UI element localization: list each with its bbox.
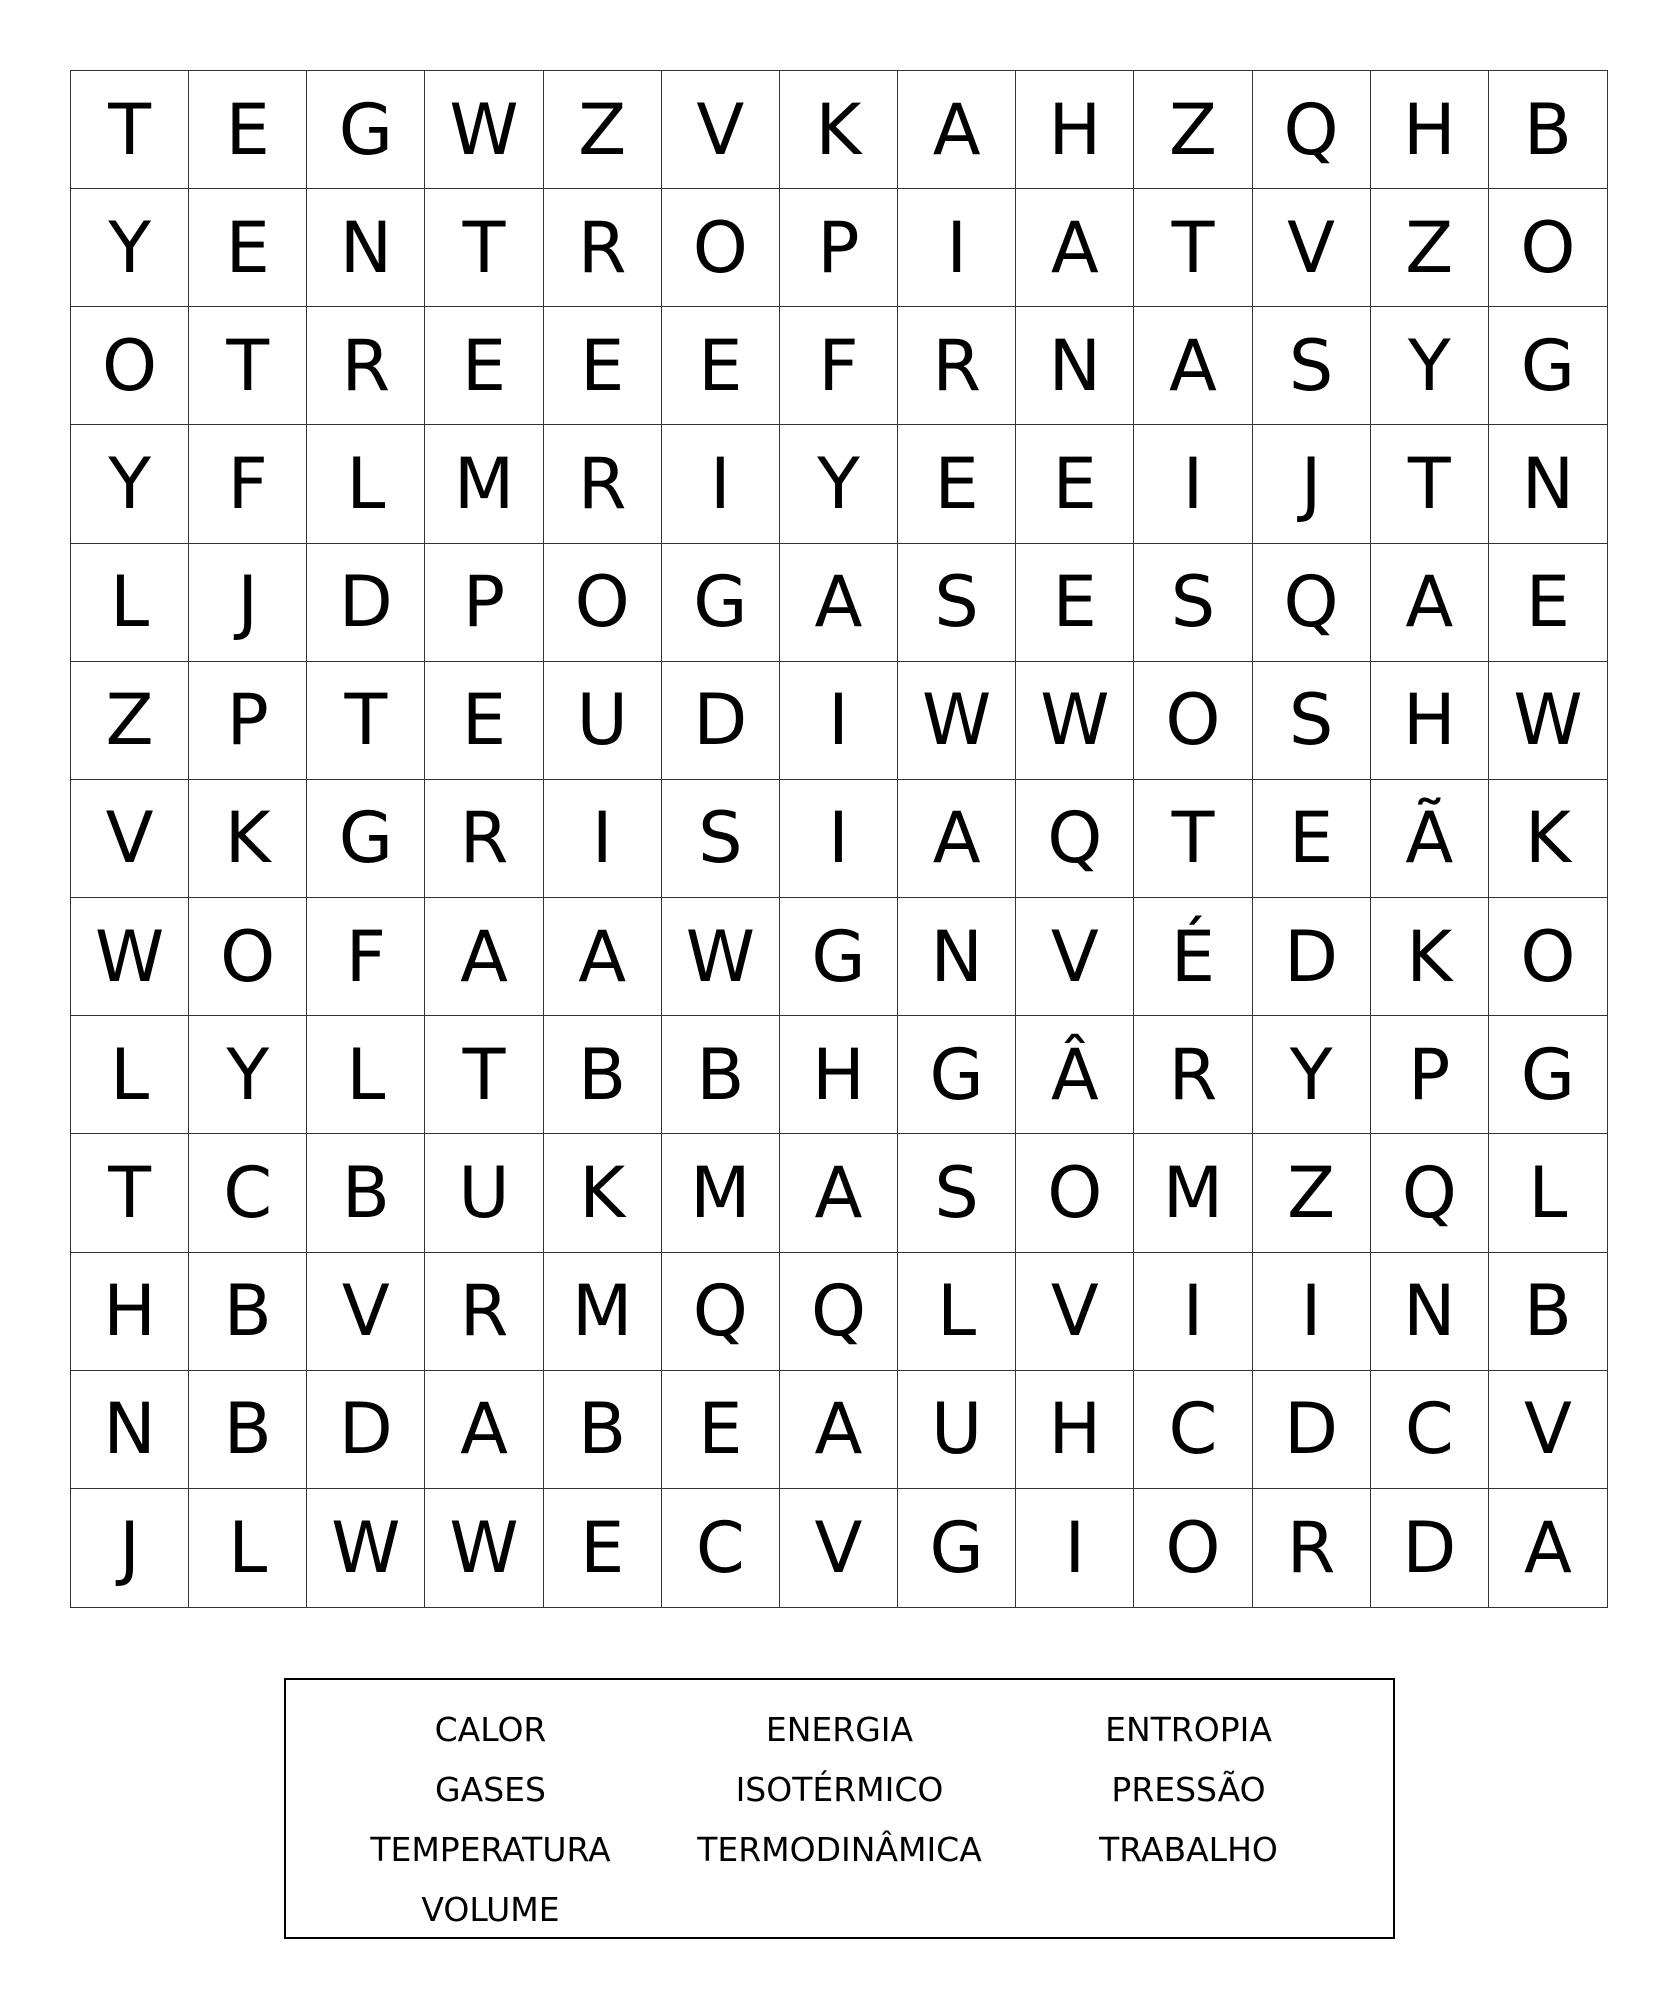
grid-cell[interactable]: Y bbox=[780, 425, 898, 543]
grid-cell[interactable]: Z bbox=[544, 71, 662, 189]
grid-cell[interactable]: E bbox=[1016, 544, 1134, 662]
grid-cell[interactable]: W bbox=[425, 1489, 543, 1607]
grid-cell[interactable]: B bbox=[1489, 71, 1607, 189]
grid-cell[interactable]: Y bbox=[1371, 307, 1489, 425]
grid-cell[interactable]: P bbox=[425, 544, 543, 662]
grid-cell[interactable]: V bbox=[662, 71, 780, 189]
grid-cell[interactable]: L bbox=[71, 544, 189, 662]
grid-cell[interactable]: R bbox=[307, 307, 425, 425]
grid-cell[interactable]: B bbox=[1489, 1253, 1607, 1371]
grid-cell[interactable]: T bbox=[1134, 780, 1252, 898]
grid-cell[interactable]: I bbox=[898, 189, 1016, 307]
grid-cell[interactable]: A bbox=[780, 544, 898, 662]
grid-cell[interactable]: N bbox=[1371, 1253, 1489, 1371]
grid-cell[interactable]: O bbox=[1016, 1134, 1134, 1252]
grid-cell[interactable]: R bbox=[544, 425, 662, 543]
grid-cell[interactable]: G bbox=[780, 898, 898, 1016]
grid-cell[interactable]: W bbox=[662, 898, 780, 1016]
grid-cell[interactable]: A bbox=[1134, 307, 1252, 425]
grid-cell[interactable]: N bbox=[307, 189, 425, 307]
grid-cell[interactable]: I bbox=[662, 425, 780, 543]
grid-cell[interactable]: W bbox=[307, 1489, 425, 1607]
grid-cell[interactable]: G bbox=[662, 544, 780, 662]
grid-cell[interactable]: I bbox=[1134, 1253, 1252, 1371]
grid-cell[interactable]: V bbox=[307, 1253, 425, 1371]
grid-cell[interactable]: J bbox=[189, 544, 307, 662]
grid-cell[interactable]: L bbox=[307, 1016, 425, 1134]
grid-cell[interactable]: L bbox=[71, 1016, 189, 1134]
grid-cell[interactable]: O bbox=[1134, 1489, 1252, 1607]
grid-cell[interactable]: E bbox=[189, 71, 307, 189]
grid-cell[interactable]: Q bbox=[1371, 1134, 1489, 1252]
grid-cell[interactable]: E bbox=[544, 307, 662, 425]
grid-cell[interactable]: Z bbox=[1253, 1134, 1371, 1252]
grid-cell[interactable]: A bbox=[780, 1371, 898, 1489]
grid-cell[interactable]: W bbox=[898, 662, 1016, 780]
grid-cell[interactable]: Q bbox=[662, 1253, 780, 1371]
grid-cell[interactable]: K bbox=[1371, 898, 1489, 1016]
grid-cell[interactable]: K bbox=[780, 71, 898, 189]
grid-cell[interactable]: B bbox=[662, 1016, 780, 1134]
word-list-item: PRESSÃO bbox=[1111, 1770, 1266, 1809]
grid-cell[interactable]: S bbox=[898, 544, 1016, 662]
grid-cell[interactable]: I bbox=[780, 662, 898, 780]
grid-cell[interactable]: V bbox=[1016, 1253, 1134, 1371]
grid-cell[interactable]: B bbox=[189, 1371, 307, 1489]
grid-cell[interactable]: S bbox=[898, 1134, 1016, 1252]
grid-cell[interactable]: F bbox=[780, 307, 898, 425]
grid-cell[interactable]: A bbox=[780, 1134, 898, 1252]
grid-cell[interactable]: V bbox=[1489, 1371, 1607, 1489]
grid-cell[interactable]: M bbox=[662, 1134, 780, 1252]
grid-cell[interactable]: Q bbox=[1253, 71, 1371, 189]
grid-cell[interactable]: T bbox=[189, 307, 307, 425]
grid-cell[interactable]: R bbox=[898, 307, 1016, 425]
grid-cell[interactable]: A bbox=[544, 898, 662, 1016]
grid-cell[interactable]: G bbox=[898, 1016, 1016, 1134]
grid-cell[interactable]: H bbox=[780, 1016, 898, 1134]
word-list-item: GASES bbox=[435, 1770, 546, 1809]
word-list-item: TRABALHO bbox=[1099, 1830, 1278, 1869]
grid-cell[interactable]: O bbox=[189, 898, 307, 1016]
grid-cell[interactable]: K bbox=[544, 1134, 662, 1252]
grid-cell[interactable]: U bbox=[898, 1371, 1016, 1489]
grid-cell[interactable]: I bbox=[1253, 1253, 1371, 1371]
grid-cell[interactable]: Y bbox=[1253, 1016, 1371, 1134]
grid-cell[interactable]: T bbox=[71, 1134, 189, 1252]
word-list bbox=[284, 1678, 1395, 1939]
grid-cell[interactable]: S bbox=[1134, 544, 1252, 662]
grid-cell[interactable]: D bbox=[1371, 1489, 1489, 1607]
grid-cell[interactable]: D bbox=[307, 1371, 425, 1489]
grid-cell[interactable]: F bbox=[189, 425, 307, 543]
grid-cell[interactable]: B bbox=[189, 1253, 307, 1371]
grid-cell[interactable]: H bbox=[71, 1253, 189, 1371]
grid-cell[interactable]: N bbox=[1489, 425, 1607, 543]
grid-cell[interactable]: H bbox=[1016, 71, 1134, 189]
grid-cell[interactable]: D bbox=[307, 544, 425, 662]
grid-cell[interactable]: E bbox=[662, 1371, 780, 1489]
grid-cell[interactable]: C bbox=[1371, 1371, 1489, 1489]
grid-cell[interactable]: A bbox=[898, 71, 1016, 189]
grid-cell[interactable]: P bbox=[1371, 1016, 1489, 1134]
grid-cell[interactable]: H bbox=[1371, 662, 1489, 780]
grid-cell[interactable]: C bbox=[189, 1134, 307, 1252]
grid-cell[interactable]: E bbox=[1489, 544, 1607, 662]
grid-cell[interactable]: Ã bbox=[1371, 780, 1489, 898]
grid-cell[interactable]: U bbox=[425, 1134, 543, 1252]
grid-cell[interactable]: S bbox=[1253, 307, 1371, 425]
grid-cell[interactable]: W bbox=[425, 71, 543, 189]
grid-cell[interactable]: E bbox=[898, 425, 1016, 543]
grid-cell[interactable]: T bbox=[425, 189, 543, 307]
grid-cell[interactable]: Q bbox=[1253, 544, 1371, 662]
grid-cell[interactable]: Z bbox=[1371, 189, 1489, 307]
grid-cell[interactable]: M bbox=[544, 1253, 662, 1371]
grid-cell[interactable]: T bbox=[307, 662, 425, 780]
grid-cell[interactable]: D bbox=[1253, 1371, 1371, 1489]
grid-cell[interactable]: I bbox=[1134, 425, 1252, 543]
word-list-item: ISOTÉRMICO bbox=[735, 1770, 944, 1809]
grid-cell[interactable]: V bbox=[1253, 189, 1371, 307]
word-list-item: VOLUME bbox=[421, 1890, 560, 1929]
grid-cell[interactable]: E bbox=[544, 1489, 662, 1607]
grid-cell[interactable]: R bbox=[425, 780, 543, 898]
grid-cell[interactable]: Y bbox=[71, 425, 189, 543]
grid-cell[interactable]: N bbox=[71, 1371, 189, 1489]
grid-cell[interactable]: C bbox=[1134, 1371, 1252, 1489]
grid-cell[interactable]: Y bbox=[189, 1016, 307, 1134]
grid-cell[interactable]: A bbox=[425, 1371, 543, 1489]
grid-cell[interactable]: N bbox=[898, 898, 1016, 1016]
grid-cell[interactable]: P bbox=[780, 189, 898, 307]
grid-cell[interactable]: A bbox=[1016, 189, 1134, 307]
grid-cell[interactable]: W bbox=[1016, 662, 1134, 780]
grid-cell[interactable]: M bbox=[425, 425, 543, 543]
grid-cell[interactable]: A bbox=[1371, 544, 1489, 662]
grid-cell[interactable]: H bbox=[1016, 1371, 1134, 1489]
grid-cell[interactable]: O bbox=[662, 189, 780, 307]
word-list-item: ENERGIA bbox=[765, 1710, 914, 1749]
grid-cell[interactable]: V bbox=[71, 780, 189, 898]
grid-cell[interactable]: J bbox=[71, 1489, 189, 1607]
grid-cell[interactable]: C bbox=[662, 1489, 780, 1607]
grid-cell[interactable]: R bbox=[425, 1253, 543, 1371]
grid-cell[interactable]: G bbox=[898, 1489, 1016, 1607]
grid-cell[interactable]: A bbox=[898, 780, 1016, 898]
word-list-item: TERMODINÂMICA bbox=[697, 1830, 982, 1869]
grid-cell[interactable]: G bbox=[1489, 1016, 1607, 1134]
grid-cell[interactable]: S bbox=[662, 780, 780, 898]
grid-cell[interactable]: E bbox=[425, 662, 543, 780]
grid-cell[interactable]: É bbox=[1134, 898, 1252, 1016]
grid-cell[interactable]: Z bbox=[1134, 71, 1252, 189]
grid-cell[interactable]: G bbox=[307, 780, 425, 898]
grid-cell[interactable]: O bbox=[1489, 189, 1607, 307]
grid-cell[interactable]: F bbox=[307, 898, 425, 1016]
grid-cell[interactable]: E bbox=[425, 307, 543, 425]
grid-cell[interactable]: U bbox=[544, 662, 662, 780]
grid-cell[interactable]: I bbox=[1016, 1489, 1134, 1607]
grid-cell[interactable]: O bbox=[544, 544, 662, 662]
grid-cell[interactable]: Â bbox=[1016, 1016, 1134, 1134]
word-list-item: CALOR bbox=[434, 1710, 547, 1749]
grid-cell[interactable]: W bbox=[71, 898, 189, 1016]
grid-cell[interactable]: W bbox=[1489, 662, 1607, 780]
grid-cell[interactable]: L bbox=[1489, 1134, 1607, 1252]
grid-cell[interactable]: L bbox=[307, 425, 425, 543]
grid-cell[interactable]: K bbox=[1489, 780, 1607, 898]
grid-cell[interactable]: M bbox=[1134, 1134, 1252, 1252]
grid-cell[interactable]: G bbox=[1489, 307, 1607, 425]
grid-cell[interactable]: B bbox=[544, 1371, 662, 1489]
grid-cell[interactable]: B bbox=[544, 1016, 662, 1134]
grid-cell[interactable]: I bbox=[544, 780, 662, 898]
grid-cell[interactable]: T bbox=[425, 1016, 543, 1134]
grid-cell[interactable]: R bbox=[1253, 1489, 1371, 1607]
grid-cell[interactable]: D bbox=[662, 662, 780, 780]
grid-cell[interactable]: V bbox=[1016, 898, 1134, 1016]
grid-cell[interactable]: E bbox=[189, 189, 307, 307]
grid-cell[interactable]: Y bbox=[71, 189, 189, 307]
grid-cell[interactable]: J bbox=[1253, 425, 1371, 543]
grid-cell[interactable]: A bbox=[425, 898, 543, 1016]
grid-cell[interactable]: G bbox=[307, 71, 425, 189]
grid-cell[interactable]: Q bbox=[1016, 780, 1134, 898]
grid-cell[interactable]: O bbox=[1489, 898, 1607, 1016]
grid-cell[interactable]: P bbox=[189, 662, 307, 780]
grid-cell[interactable]: H bbox=[1371, 71, 1489, 189]
grid-cell[interactable]: Z bbox=[71, 662, 189, 780]
grid-cell[interactable]: R bbox=[544, 189, 662, 307]
grid-cell[interactable]: T bbox=[1134, 189, 1252, 307]
grid-cell[interactable]: I bbox=[780, 780, 898, 898]
grid-cell[interactable]: L bbox=[189, 1489, 307, 1607]
grid-cell[interactable]: B bbox=[307, 1134, 425, 1252]
grid-cell[interactable]: L bbox=[898, 1253, 1016, 1371]
grid-cell[interactable]: T bbox=[71, 71, 189, 189]
letter-grid bbox=[70, 70, 1608, 1608]
grid-cell[interactable]: S bbox=[1253, 662, 1371, 780]
grid-cell[interactable]: K bbox=[189, 780, 307, 898]
grid-cell[interactable]: E bbox=[1016, 425, 1134, 543]
grid-cell[interactable]: E bbox=[662, 307, 780, 425]
grid-cell[interactable]: E bbox=[1253, 780, 1371, 898]
grid-cell[interactable]: N bbox=[1016, 307, 1134, 425]
grid-cell[interactable]: T bbox=[1371, 425, 1489, 543]
grid-cell[interactable]: V bbox=[780, 1489, 898, 1607]
grid-cell[interactable]: A bbox=[1523, 1506, 1572, 1589]
word-list-item: TEMPERATURA bbox=[370, 1830, 611, 1869]
grid-cell[interactable]: D bbox=[1253, 898, 1371, 1016]
word-list-item: ENTROPIA bbox=[1105, 1710, 1272, 1749]
grid-cell[interactable]: O bbox=[1134, 662, 1252, 780]
grid-cell[interactable]: O bbox=[71, 307, 189, 425]
grid-cell[interactable]: Q bbox=[780, 1253, 898, 1371]
grid-cell[interactable]: R bbox=[1134, 1016, 1252, 1134]
